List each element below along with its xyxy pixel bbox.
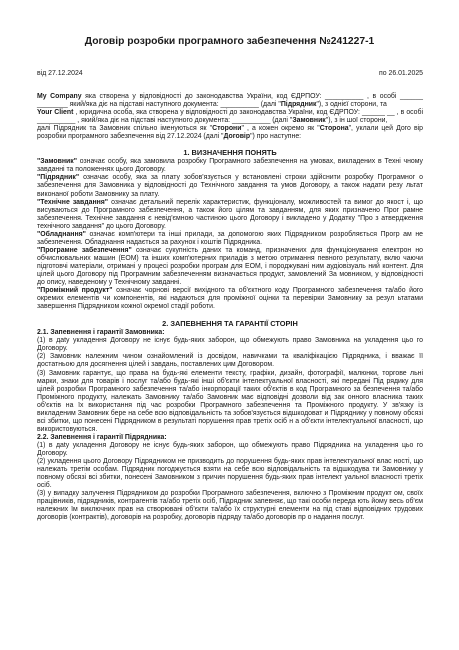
date-from: від 27.12.2024 (37, 70, 83, 77)
preamble-text: ") про наступне: (250, 133, 302, 141)
section-2-heading: 2. ЗАПЕВНЕННЯ ТА ГАРАНТІЇ СТОРІН (162, 319, 298, 329)
agreement-term: Договір (223, 133, 251, 141)
preamble-text: "), з однієї сторони, та (316, 101, 387, 109)
clause-item: (2) укладення цього Договору Підрядником не призводить до порушення будь-яких прав інтелектуальної влас ності, що належать третім особам. Підрядник погоджується взяти на себе всю відповідальність та відшкодува ти Замовнику у повному обсязі всі збитки, понесені Замовником з причин порушення будь-яких прав інтелект уальної власності третіх осіб. (37, 458, 423, 490)
preamble-text: , юридична особа, яка створена у відповідності до законодавства України, код ЄДРПОУ: ______ __ , в особі __________ , який/яка діє на підставі наступного документа: __________ (далі " (37, 109, 423, 125)
subsection-heading: 2.1. Запевнення і гарантії Замовника: (37, 329, 165, 337)
definition (37, 158, 423, 174)
clause-item: (3) Замовник гарантує, що права на будь-які елементи тексту, графіки, дизайн, фотографії, малюнки, торгове льні марки, знаки для товарів і послуг та/або будь-які інші об'єкти інтелектуальної власності, які передані Під рядику для цілей розробки Програмного забезпечення та/або інкорпорації таких об'єктів в код Програмного за безпечення та/або Проміжного продукту, належать Замовнику та/або Замовник має відповідні дозволи від зак онного власника таких об'єктів на їх використання під час розробки Програмного забезпечення та Проміжного продукту. У зв'язку із викладеним Замовник бере на себе всю відповідальність та зобов'язується відшкодоват и Підряднику у повному обсязі всі збитки, що понесені Підрядником в результаті порушення прав третіх осіб н а об'єкти інтелектуальної власності, що використовуються. (37, 369, 423, 433)
definition-term: "Технічне завдання" (37, 198, 109, 206)
definition-text: означає особу, яка замовила розробку Програмного забезпечення на умовах, викладених в Техні чному завданні та положеннях цього Договору. (37, 158, 423, 174)
clause-item: (1) в даty укладення Договору не існує будь-яких заборон, що обмежують право Підрядника на укладення цьо го Договору. (37, 441, 423, 457)
definition-text: означає детальний перелік характеристик, функціоналу, можливостей та вимог до якост і, що висуваються до Програмного забезпечення, а також його цілям та завданням, для яких призначено Прог рамне забезпечення. Технічне завдання є невід'ємною частиною цього Договору і викладено у Додатку "Про з атвердження технічного завдання" до цього Договору. (37, 198, 423, 230)
dates-row (37, 70, 423, 78)
section-1-heading: 1. ВИЗНАЧЕННЯ ПОНЯТЬ (183, 148, 277, 158)
preamble-text: " , а кожен окремо як " (241, 125, 320, 133)
clause-item: (3) у випадку залучення Підрядником до розробки Програмного забезпечення, включно з Проміжним продукт ом, своїх працівників, підрядників, контрагентів та/або третіх осіб, Підрядник запевняє, що такі особи переда ють йому весь об'єм належних їм виключних прав на створювані об'єкти та/або їх структурні елементи на під ставі відповідних трудових договорів (контрактів), договорів на розробку, договорів підряду та/або договорів пр о надання послуг. (37, 490, 423, 522)
clause-item: (2) Замовник належним чином ознайомлений із досвідом, навичками та кваліфікацією Підрядника, і вважає її достатньою для досягнення цілей і завдань, поставлених цим Договором. (37, 353, 423, 369)
definition-term: "Підрядник" (37, 174, 80, 182)
client-role: Замовник (292, 117, 326, 125)
document-body (37, 93, 423, 522)
preamble-text: яка створена у відповідності до законодавства України, код ЄДРПОУ: __________ , в особі ______ ________ який/яка діє на підставі наступного документа: __________ (далі " (37, 93, 424, 109)
preamble-text: далі Підрядник та Замовник спільно іменуються як " (37, 125, 213, 133)
contractor-role: Підрядник (280, 101, 317, 109)
clause-item: (1) в даty укладення Договору не існує будь-яких заборон, що обмежують право Замовника на укладення цьо го Договору. (37, 337, 423, 353)
client-name: Your Client (37, 109, 74, 117)
contractor-name: My Company (37, 93, 82, 100)
definition (37, 199, 423, 231)
definition-text: означає сукупність даних та команд, призначених для функціонування електрон но обчислювальних машин (ЕОМ) та інших комп'ютерних приладів з метою отримання певного результату, вклю чаючи підготовчі матеріали, отримані у процесі розробки програм для ЕОМ, і породжувані ним аудіовізуаль ний контент. Для цілей цього Договору під Програмним забезпеченням визначається продукт, замовлений За мовником, у відповідності до опису, наведеному у Технічному завданні. (37, 246, 423, 287)
definition-term: "Програмне забезпечення" (37, 246, 132, 254)
preamble-text: "), з ін шої сторони, (325, 117, 388, 125)
date-to: по 26.01.2025 (379, 70, 423, 77)
preamble-parties (37, 125, 423, 141)
definition (37, 231, 423, 247)
preamble-text: ", уклали цей Дого вір розробки програмного забезпечення від 27.12.2024 (далі " (37, 125, 424, 141)
definition-term: "Замовник" (37, 158, 77, 166)
parties-term: Сторони (212, 125, 242, 133)
definition-text: означає чорнові версії вихідного та об'єктного коду Програмного забезпечення та/або його окремих елементів чи компонентів, які надаються для проміжної оцінки та перевірки Замовнику за резул ьтатами завершення Підрядником кожної окремої стадії роботи. (37, 287, 423, 311)
definition-text: означає особу, яка за плату зобов'язується у встановлені строки здійснити розробку Програмног о забезпечення для Замовника у відповідності до Технічного завдання та умов Договору, а також надати резу льтат виконаної роботи Замовнику за плату. (37, 174, 423, 198)
party-term: Сторона (319, 125, 349, 133)
definition-term: "Обладнання" (37, 230, 86, 238)
definition (37, 287, 423, 311)
definition-text: означає комп'ютери та інші прилади, за допомогою яких Підрядником розробляється Прогр ам не забезпечення. Обладнання надається за рахунок і коштів Підрядника. (37, 230, 423, 246)
definition-term: "Проміжний продукт" (37, 287, 113, 295)
definition (37, 174, 423, 198)
definition (37, 247, 423, 287)
preamble-client (37, 109, 423, 125)
subsection-heading: 2.2. Запевнення і гарантії Підрядника: (37, 433, 167, 441)
document-title: Договір розробки програмного забезпечення №241227-1 (84, 36, 375, 47)
preamble-contractor (37, 93, 423, 109)
